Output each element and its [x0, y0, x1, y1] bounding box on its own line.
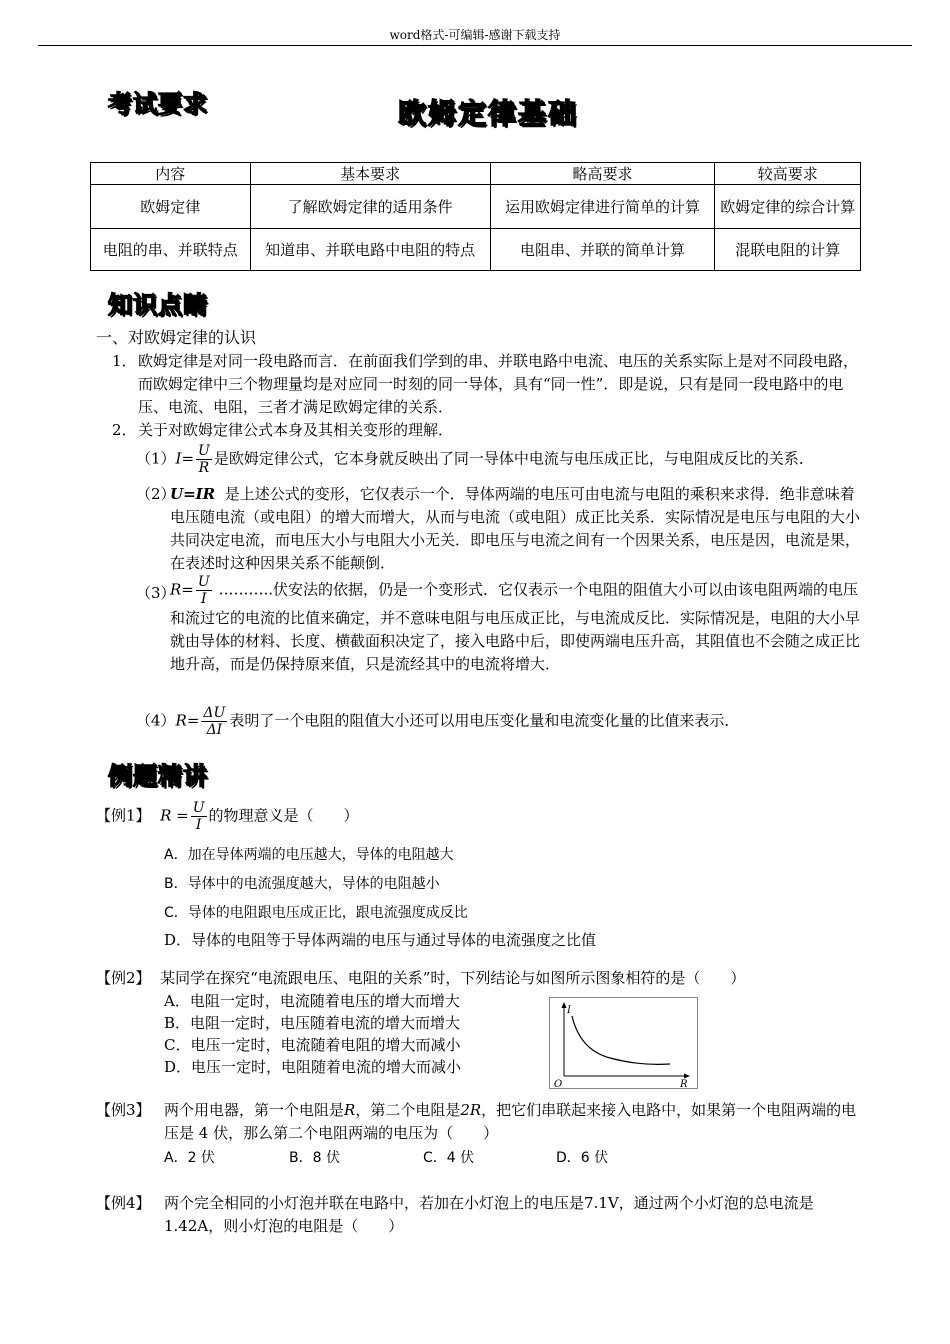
table-header-row	[91, 163, 861, 185]
example-2	[96, 967, 864, 990]
table-row	[91, 185, 861, 229]
table-header-cell: 较高要求	[715, 163, 861, 185]
paragraph-text: 关于对欧姆定律公式本身及其相关变形的理解．	[138, 421, 454, 439]
table-header-cell: 基本要求	[250, 163, 490, 185]
example-stem: ，把它们串联起来接入电路中，如果第一个电阻两端的电压是 4 伏，那么第二个电阻两端的电压为（ ）	[164, 1101, 857, 1142]
example-2-option-a: A．电阻一定时，电流随着电压的增大而增大	[164, 992, 460, 1010]
formula-item-4	[136, 705, 864, 738]
example-1-option-d: D．导体的电阻等于导体两端的电压与通过导体的电流强度之比值	[164, 931, 597, 949]
fraction-denominator: I	[201, 591, 207, 607]
item-text: 是上述公式的变形，它仅表示一个．导体两端的电压可由电流与电阻的乘积来求得．绝非意味着电压随电流（或电阻）的增大而增大，从而与电流（或电阻）成正比关系．实际情况是电压与电阻的大小共同决定电流，而电压大小与电阻大小无关．即电压与电流之间有一个因果关系，电压是因，电流是果，在表述时这种因果关系不能颠倒．	[170, 485, 861, 572]
example-4	[96, 1192, 864, 1238]
formula-lhs: I=	[175, 449, 195, 468]
formula-fraction	[196, 443, 212, 476]
example-label: 【例2】	[96, 969, 151, 987]
table-cell: 混联电阻的计算	[715, 229, 861, 271]
fraction-denominator: R	[198, 460, 210, 476]
paragraph-text: 欧姆定律是对同一段电路而言．在前面我们学到的串、并联电路中电流、电压的关系实际上是对不同段电路，而欧姆定律中三个物理量均是对应同一时刻的同一导体，具有“同一性”．即是说，只有是同一段电路中的电压、电流、电阻，三者才满足欧姆定律的关系．	[138, 352, 859, 416]
item-number: （1）	[136, 449, 176, 468]
formula-item-2	[136, 483, 864, 575]
knowledge-point-2	[112, 419, 864, 442]
example-2-option-c: C．电压一定时，电流随着电阻的增大而减小	[164, 1036, 461, 1054]
fraction-numerator: ΔU	[203, 705, 226, 721]
example-stem: 两个完全相同的小灯泡并联在电路中，若加在小灯泡上的电压是7.1V，通过两个小灯泡的总电流是1.42A，则小灯泡的电阻是（ ）	[164, 1194, 814, 1235]
section-knowledge-points: 知识点睛	[108, 291, 208, 319]
table-cell: 电阻的串、并联特点	[91, 229, 251, 271]
example-2-option-d: D．电压一定时，电阻随着电流的增大而减小	[164, 1058, 462, 1076]
formula-item-3	[136, 574, 864, 676]
resistance-r1: R	[344, 1101, 356, 1119]
fraction-denominator: ΔI	[206, 722, 223, 738]
table-row	[91, 229, 861, 271]
table-cell: 欧姆定律	[91, 185, 251, 229]
fraction-numerator: U	[192, 800, 205, 816]
x-axis-arrow	[684, 1074, 690, 1079]
inverse-curve-graph	[550, 998, 697, 1088]
table-cell: 欧姆定律的综合计算	[715, 185, 861, 229]
list-number: 1．	[112, 352, 137, 370]
origin-label: O	[554, 1079, 563, 1088]
item-number: （4）	[136, 711, 176, 730]
example-2-graph	[549, 997, 698, 1089]
list-number: 2．	[112, 421, 137, 439]
example-3-option-b: B．8 伏	[289, 1150, 340, 1166]
item-number: （2）	[136, 485, 176, 503]
item-text: 是欧姆定律公式，它本身就反映出了同一导体中电流与电压成正比，与电阻成反比的关系．	[213, 449, 814, 468]
table-cell: 知道串、并联电路中电阻的特点	[250, 229, 490, 271]
inverse-curve	[572, 1016, 670, 1064]
knowledge-heading: 一、对欧姆定律的认识	[96, 328, 257, 347]
formula-lhs: R=	[175, 711, 200, 730]
table-cell: 电阻串、并联的简单计算	[490, 229, 715, 271]
formula-item-1	[136, 443, 864, 476]
example-3-option-a: A．2 伏	[164, 1150, 215, 1166]
requirements-table	[90, 162, 861, 271]
resistance-r2: 2R	[460, 1101, 482, 1119]
formula-lhs: R=	[170, 580, 194, 599]
header-divider	[38, 45, 912, 46]
example-stem: 某同学在探究“电流跟电压、电阻的关系”时，下列结论与如图所示图象相符的是（ ）	[160, 969, 746, 987]
example-1	[96, 800, 864, 833]
section-exam-requirements: 考试要求	[108, 90, 208, 118]
y-axis-label: I	[567, 1005, 571, 1016]
table-header-cell: 略高要求	[490, 163, 715, 185]
fraction-numerator: U	[198, 443, 210, 459]
formula-fraction	[201, 705, 227, 738]
example-3-option-d: D．6 伏	[556, 1150, 609, 1166]
document-title: 欧姆定律基础	[398, 97, 579, 130]
example-2-option-b: B．电阻一定时，电压随着电流的增大而增大	[164, 1014, 461, 1032]
formula-fraction	[191, 800, 207, 833]
formula-lhs: R =	[160, 806, 189, 825]
example-1-option-a: A．加在导体两端的电压越大，导体的电阻越大	[164, 847, 454, 863]
table-cell: 了解欧姆定律的适用条件	[250, 185, 490, 229]
example-3-option-c: C．4 伏	[423, 1150, 475, 1166]
example-1-option-b: B．导体中的电流强度越大，导体的电阻越小	[164, 876, 440, 892]
section-examples: 例题精讲	[108, 762, 208, 790]
item-text: ………..伏安法的依据，仍是一个变形式．它仅表示一个电阻的阻值大小可以由该电阻两端的电压和流过它的电流的比值来确定，并不意味电阻与电压成正比，与电流成反比．实际情况是，电阻的大小早就由导体的材料、长度、横截面积决定了，接入电路中后，即使两端电压升高，其阻值也不会随之成正比地升高，而是仍保持原来值，只是流经其中的电流将增大．	[170, 580, 861, 673]
table-header-cell: 内容	[91, 163, 251, 185]
knowledge-point-1	[112, 350, 864, 419]
item-number: （3）	[136, 584, 176, 602]
fraction-denominator: I	[195, 817, 202, 833]
example-3	[96, 1099, 864, 1145]
table-cell: 运用欧姆定律进行简单的计算	[490, 185, 715, 229]
item-text: 表明了一个电阻的阻值大小还可以用电压变化量和电流变化量的比值来表示．	[229, 711, 740, 730]
example-stem: 两个用电器，第一个电阻是	[164, 1101, 345, 1119]
formula-fraction	[196, 574, 212, 607]
example-stem: ，第二个电阻是	[355, 1101, 461, 1119]
example-label: 【例1】	[96, 806, 151, 825]
y-axis-arrow	[562, 1002, 567, 1008]
example-stem: 的物理意义是（ ）	[208, 806, 359, 825]
example-1-option-c: C．导体的电阻跟电压成正比，跟电流强度成反比	[164, 905, 468, 921]
formula: U=IR	[170, 485, 216, 503]
x-axis-label: R	[680, 1079, 688, 1088]
example-label: 【例3】	[96, 1101, 151, 1119]
example-label: 【例4】	[96, 1194, 151, 1212]
fraction-numerator: U	[197, 574, 210, 590]
page-header: word格式-可编辑-感谢下载支持	[389, 28, 561, 42]
